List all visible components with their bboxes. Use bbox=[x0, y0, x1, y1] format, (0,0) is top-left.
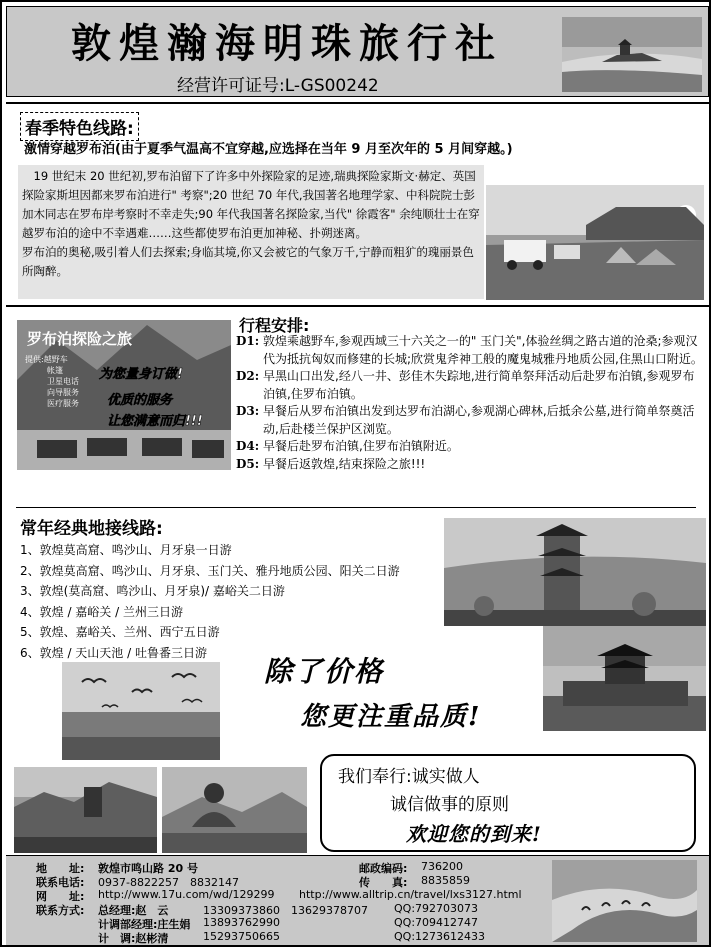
day-label: D5: bbox=[236, 456, 260, 471]
route-item: 4、敦煌 / 嘉峪关 / 兰州三日游 bbox=[20, 604, 183, 619]
motto-box bbox=[320, 754, 696, 852]
day-label: D2: bbox=[236, 369, 260, 383]
divider bbox=[6, 305, 709, 307]
slogan-line-2: 您更注重品质! bbox=[300, 702, 482, 732]
poster-service: 卫星电话 bbox=[47, 377, 79, 386]
route-item: 3、敦煌(莫高窟、鸣沙山、月牙泉)/ 嘉峪关二日游 bbox=[20, 584, 285, 598]
route-item: 6、敦煌 / 天山天池 / 吐鲁番三日游 bbox=[20, 645, 207, 660]
contact-phone: 13893762990 bbox=[203, 916, 280, 929]
postcode-value: 736200 bbox=[421, 860, 463, 873]
license-number: 经营许可证号:L-GS00242 bbox=[177, 76, 379, 96]
island-pagoda-photo bbox=[562, 17, 702, 92]
day-text: 早黑山口出发,经八一井、彭佳木失踪地,进行简单祭拜活动后赴罗布泊镇,参观罗布泊镇,住罗布泊镇。 bbox=[263, 369, 695, 401]
contact-phone: 13309373860 13629378707 bbox=[203, 904, 368, 917]
seagulls-photo bbox=[62, 662, 220, 760]
poster-title: 罗布泊探险之旅 bbox=[27, 330, 133, 348]
desert-jeeps-photo bbox=[486, 185, 704, 300]
itinerary-title: 行程安排: bbox=[239, 316, 310, 335]
camel-caravan-photo bbox=[552, 860, 697, 942]
poster-tag: 优质的服务 bbox=[107, 393, 173, 408]
divider bbox=[6, 102, 709, 104]
poster-service: 提供:越野车 bbox=[25, 355, 68, 364]
itinerary-day bbox=[236, 456, 704, 474]
web-label: 网 址: bbox=[36, 890, 85, 903]
poster-service: 向导服务 bbox=[47, 388, 79, 397]
contact-name: 计调部经理:庄生娟 bbox=[98, 918, 191, 931]
day-text: 敦煌乘越野车,参观西域三十六关之一的" 玉门关",体验丝绸之路古道的沧桑;参观汉代为抵抗匈奴而修建的长城;欣赏鬼斧神工般的魔鬼城雅丹地质公园,住黑山口附近。 bbox=[263, 334, 703, 366]
lop-nur-adventure-poster bbox=[17, 320, 231, 470]
poster-tag: 让您满意而归!!! bbox=[107, 414, 203, 429]
divider bbox=[16, 507, 696, 508]
contact-qq: QQ:709412747 bbox=[394, 916, 479, 929]
route-item: 5、敦煌、嘉峪关、兰州、西宁五日游 bbox=[20, 625, 220, 639]
phone-label: 联系电话: bbox=[36, 876, 85, 889]
fax-label: 传 真: bbox=[359, 876, 408, 889]
web-link-1[interactable]: http://www.17u.com/wd/129299 bbox=[98, 888, 275, 901]
contact-qq: QQ:1273612433 bbox=[394, 930, 486, 943]
address-label: 地 址: bbox=[36, 862, 85, 875]
route-item: 1、敦煌莫高窟、鸣沙山、月牙泉一日游 bbox=[20, 543, 232, 557]
day-text: 早餐后赴罗布泊镇,住罗布泊镇附近。 bbox=[263, 439, 459, 453]
mogao-pagoda-photo bbox=[444, 518, 706, 626]
jiayuguan-fort-photo bbox=[543, 626, 706, 731]
company-name: 敦煌瀚海明珠旅行社 bbox=[71, 20, 503, 67]
day-text: 早餐后返敦煌,结束探险之旅!!! bbox=[263, 456, 426, 471]
intro-paragraph-1: 19 世纪末 20 世纪初,罗布泊留下了许多中外探险家的足迹,瑞典探险家斯文·赫定、英国探险家斯坦因都来罗布泊进行" 考察";20 世纪 70 年代,我国著名地理学家、中科院院士彭加木同志在罗布岸考察时不幸走失;90 年代我国著名探险家,当代" 徐霞客" 余纯顺壮士在穿越罗布泊的途中不幸遇难……这些都使罗布泊更加神秘、扑朔迷离。 bbox=[22, 169, 480, 240]
address-value: 敦煌市鸣山路 20 号 bbox=[98, 862, 198, 875]
day-label: D3: bbox=[236, 404, 260, 418]
phone-value: 0937-8822257 8832147 bbox=[98, 876, 239, 889]
contact-qq: QQ:792703073 bbox=[394, 902, 479, 915]
contact-name: 计 调:赵彬清 bbox=[98, 932, 169, 945]
postcode-label: 邮政编码: bbox=[359, 862, 408, 875]
itinerary-day bbox=[236, 333, 704, 368]
contact-name: 总经理:赵 云 bbox=[98, 904, 169, 917]
motto-line-2: 诚信做事的原则 bbox=[390, 795, 509, 815]
web-link-2[interactable]: http://www.alltrip.cn/travel/lxs3127.html bbox=[299, 888, 522, 901]
spring-subtitle: 激情穿越罗布泊(由于夏季气温高不宜穿越,应选择在当年 9 月至次年的 5 月间穿越。) bbox=[24, 142, 513, 157]
contact-label: 联系方式: bbox=[36, 904, 85, 917]
itinerary-day bbox=[236, 368, 704, 403]
itinerary-day bbox=[236, 438, 704, 456]
footer-contact bbox=[6, 855, 709, 945]
spring-title: 春季特色线路: bbox=[20, 112, 139, 141]
intro-paragraph-2: 罗布泊的奥秘,吸引着人们去探索;身临其境,你又会被它的气象万千,宁静而粗犷的瑰丽景色所陶醉。 bbox=[22, 245, 474, 278]
slogan-line-1: 除了价格 bbox=[264, 655, 385, 688]
itinerary-list bbox=[236, 333, 704, 473]
itinerary-day bbox=[236, 403, 704, 438]
poster-service: 医疗服务 bbox=[47, 399, 79, 408]
fax-value: 8835859 bbox=[421, 874, 470, 887]
poster-service: 帐篷 bbox=[47, 366, 63, 375]
lop-nur-intro bbox=[18, 165, 484, 299]
day-label: D4: bbox=[236, 439, 260, 453]
buddha-statue-photo bbox=[162, 767, 307, 853]
castle-ruins-photo bbox=[14, 767, 157, 853]
welcome-message: 欢迎您的到来! bbox=[406, 822, 542, 846]
motto-line-1: 我们奉行:诚实做人 bbox=[338, 767, 480, 787]
contact-phone: 15293750665 bbox=[203, 930, 280, 943]
routes-list bbox=[20, 540, 400, 663]
route-item: 2、敦煌莫高窟、鸣沙山、月牙泉、玉门关、雅丹地质公园、阳关二日游 bbox=[20, 563, 400, 578]
routes-title: 常年经典地接线路: bbox=[20, 519, 163, 539]
day-label: D1: bbox=[236, 334, 260, 348]
day-text: 早餐后从罗布泊镇出发到达罗布泊湖心,参观湖心碑林,后抵余公墓,进行简单祭奠活动,后赴楼兰保护区浏览。 bbox=[263, 404, 695, 436]
header-banner bbox=[6, 6, 709, 97]
poster-tag: 为您量身订做! bbox=[99, 367, 183, 382]
